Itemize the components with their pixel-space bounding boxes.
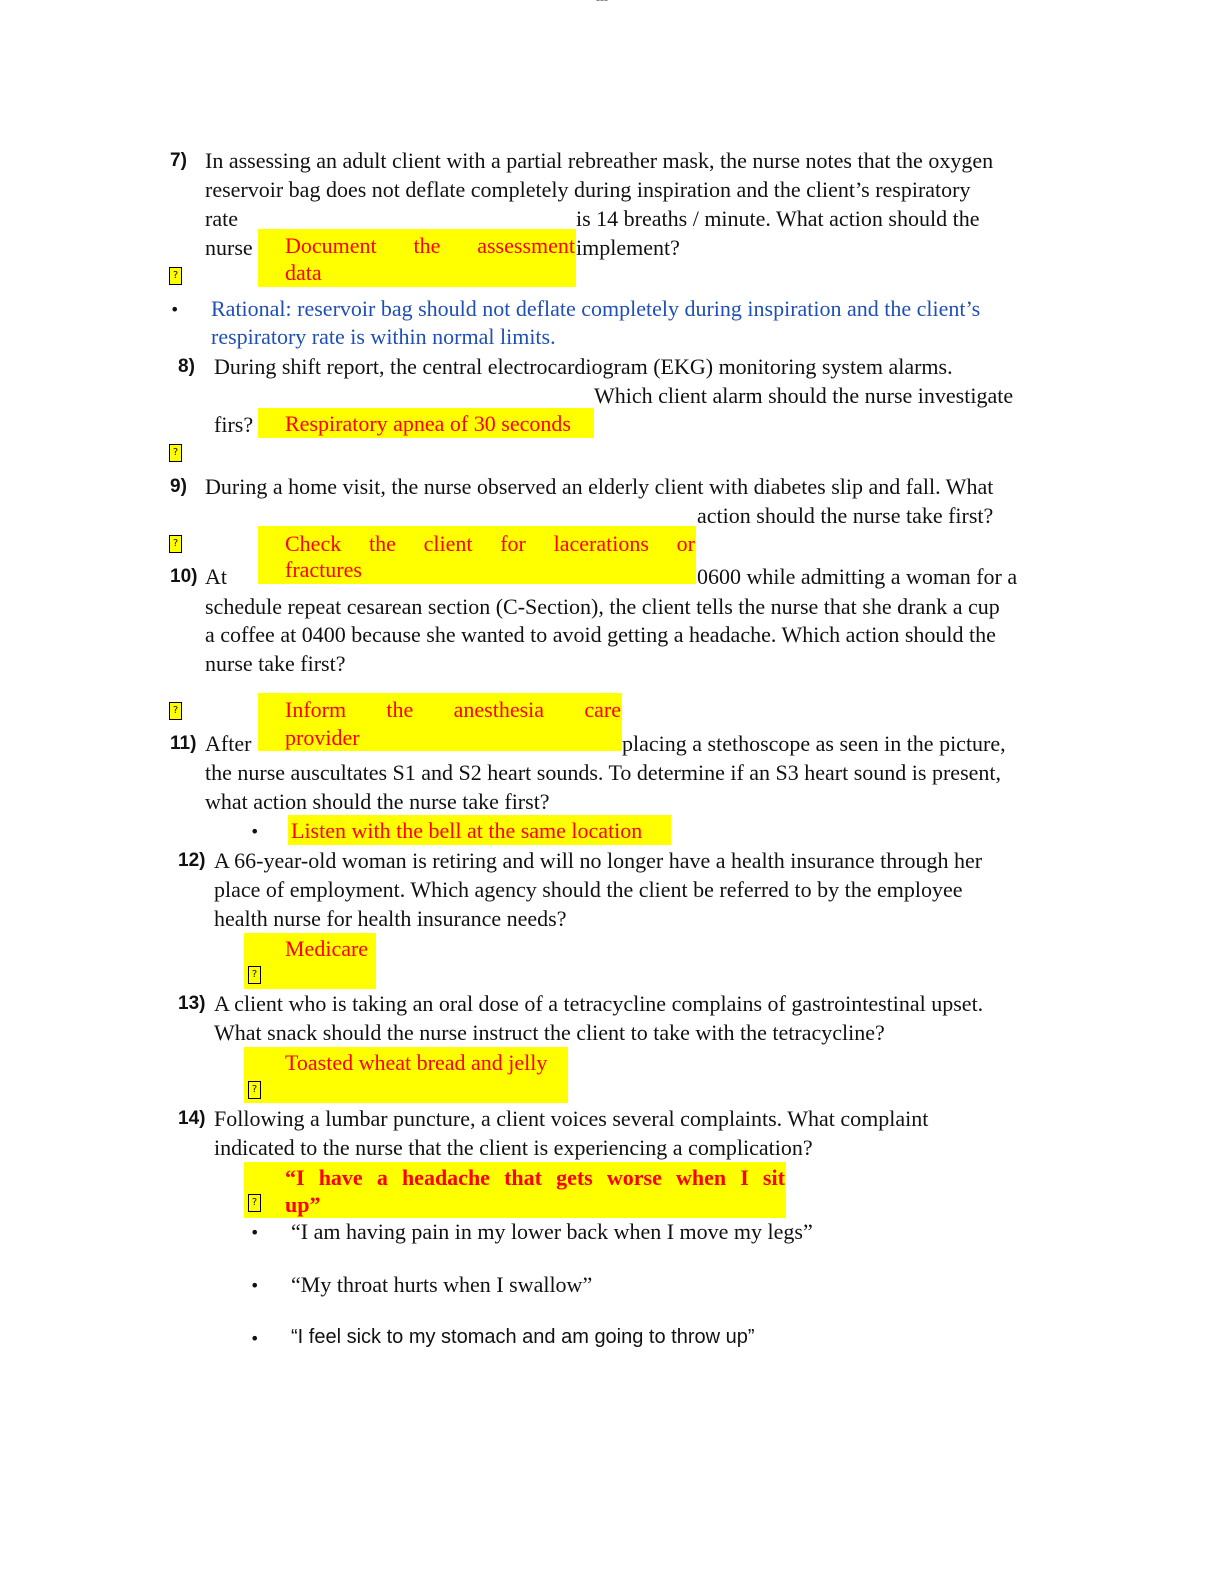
option-text: “My throat hurts when I swallow” [291, 1272, 593, 1297]
question-number: 8) [178, 356, 195, 377]
question-text-line: nurse take first? [205, 651, 346, 676]
bullet-icon: • [250, 1276, 260, 1295]
question-number: 14) [178, 1108, 206, 1129]
missing-glyph-icon: ? [169, 444, 182, 462]
question-number: 7) [170, 150, 187, 171]
header-mark [596, 0, 608, 12]
question-text-line: action should the nurse take first? [697, 503, 994, 528]
bullet-icon: • [250, 1223, 260, 1242]
answer-highlight [244, 933, 376, 989]
missing-glyph-icon: ? [169, 535, 182, 553]
question-text-line: rate [205, 206, 238, 231]
answer-highlight [258, 526, 696, 584]
rationale-text-line: respiratory rate is within normal limits. [211, 324, 556, 349]
answer-text-line: Respiratory apnea of 30 seconds [285, 411, 571, 436]
answer-text-line: Listen with the bell at the same location [291, 818, 643, 843]
answer-text-line: data [285, 260, 322, 285]
question-text-line: place of employment. Which agency should the client be referred to by the employee [214, 877, 963, 902]
question-text-line: 0600 while admitting a woman for a [697, 564, 1018, 589]
question-text-line: the nurse auscultates S1 and S2 heart sounds. To determine if an S3 heart sound is present, [205, 760, 1002, 785]
question-text-line: placing a stethoscope as seen in the picture, [622, 731, 1006, 756]
question-number: 13) [178, 993, 206, 1014]
answer-text-line: fractures [285, 557, 362, 582]
answer-highlight [258, 408, 594, 438]
question-text-line: At [205, 564, 227, 589]
bullet-icon: • [250, 1329, 260, 1348]
answer-text-line: provider [285, 725, 360, 750]
question-text-line: In assessing an adult client with a partial rebreather mask, the nurse notes that the oxygen [205, 148, 994, 173]
answer-highlight [244, 1047, 568, 1103]
question-text-line: What snack should the nurse instruct the client to take with the tetracycline? [214, 1020, 885, 1045]
answer-text-line: “I have a headache that gets worse when I sit [285, 1165, 785, 1190]
question-text-line: A 66-year-old woman is retiring and will no longer have a health insurance through her [214, 848, 983, 873]
missing-glyph-icon: ? [248, 966, 261, 984]
answer-text-line: up” [285, 1192, 321, 1217]
answer-text-line: Toasted wheat bread and jelly [285, 1050, 548, 1075]
question-text-line: what action should the nurse take first? [205, 789, 550, 814]
missing-glyph-icon: ? [248, 1194, 261, 1212]
question-text-line: a coffee at 0400 because she wanted to avoid getting a headache. Which action should the [205, 622, 996, 647]
question-number: 10) [170, 566, 198, 587]
question-text-line: During a home visit, the nurse observed an elderly client with diabetes slip and fall. What [205, 474, 994, 499]
question-text-line: Which client alarm should the nurse investigate [594, 383, 1014, 408]
answer-text-line: Check the client for lacerations or [285, 531, 695, 556]
question-number: 9) [170, 476, 187, 497]
question-text-line: firs? [214, 412, 254, 437]
rationale-text-line: Rational: reservoir bag should not deflate completely during inspiration and the client’s [211, 296, 981, 321]
missing-glyph-icon: ? [169, 267, 182, 285]
question-text-line: implement? [576, 235, 680, 260]
answer-text-line: Medicare [285, 936, 369, 961]
bullet-icon: • [170, 300, 180, 319]
question-text-line: indicated to the nurse that the client is experiencing a complication? [214, 1135, 813, 1160]
option-text: “I am having pain in my lower back when I move my legs” [291, 1219, 813, 1244]
question-text-line: A client who is taking an oral dose of a tetracycline complains of gastrointestinal upset. [214, 991, 984, 1016]
option-text: “I feel sick to my stomach and am going to throw up” [291, 1326, 755, 1348]
answer-highlight [244, 1162, 786, 1218]
question-text-line: During shift report, the central electrocardiogram (EKG) monitoring system alarms. [214, 354, 953, 379]
question-text-line: nurse [205, 235, 253, 260]
question-number: 12) [178, 850, 206, 871]
question-text-line: Following a lumbar puncture, a client voices several complaints. What complaint [214, 1106, 929, 1131]
question-number: 11) [170, 733, 197, 754]
answer-text-line: Document the assessment [285, 233, 575, 258]
question-text-line: is 14 breaths / minute. What action should the [576, 206, 980, 231]
missing-glyph-icon: ? [169, 702, 182, 720]
bullet-icon: • [250, 822, 260, 841]
answer-text-line: Inform the anesthesia care [285, 697, 621, 722]
question-text-line: health nurse for health insurance needs? [214, 906, 567, 931]
question-text-line: After [205, 731, 252, 756]
answer-highlight [258, 229, 576, 287]
missing-glyph-icon: ? [248, 1081, 261, 1099]
question-text-line: schedule repeat cesarean section (C-Section), the client tells the nurse that she drank a cup [205, 594, 1000, 619]
answer-highlight [288, 815, 671, 845]
answer-highlight [258, 693, 622, 751]
question-text-line: reservoir bag does not deflate completely during inspiration and the client’s respiratory [205, 177, 971, 202]
